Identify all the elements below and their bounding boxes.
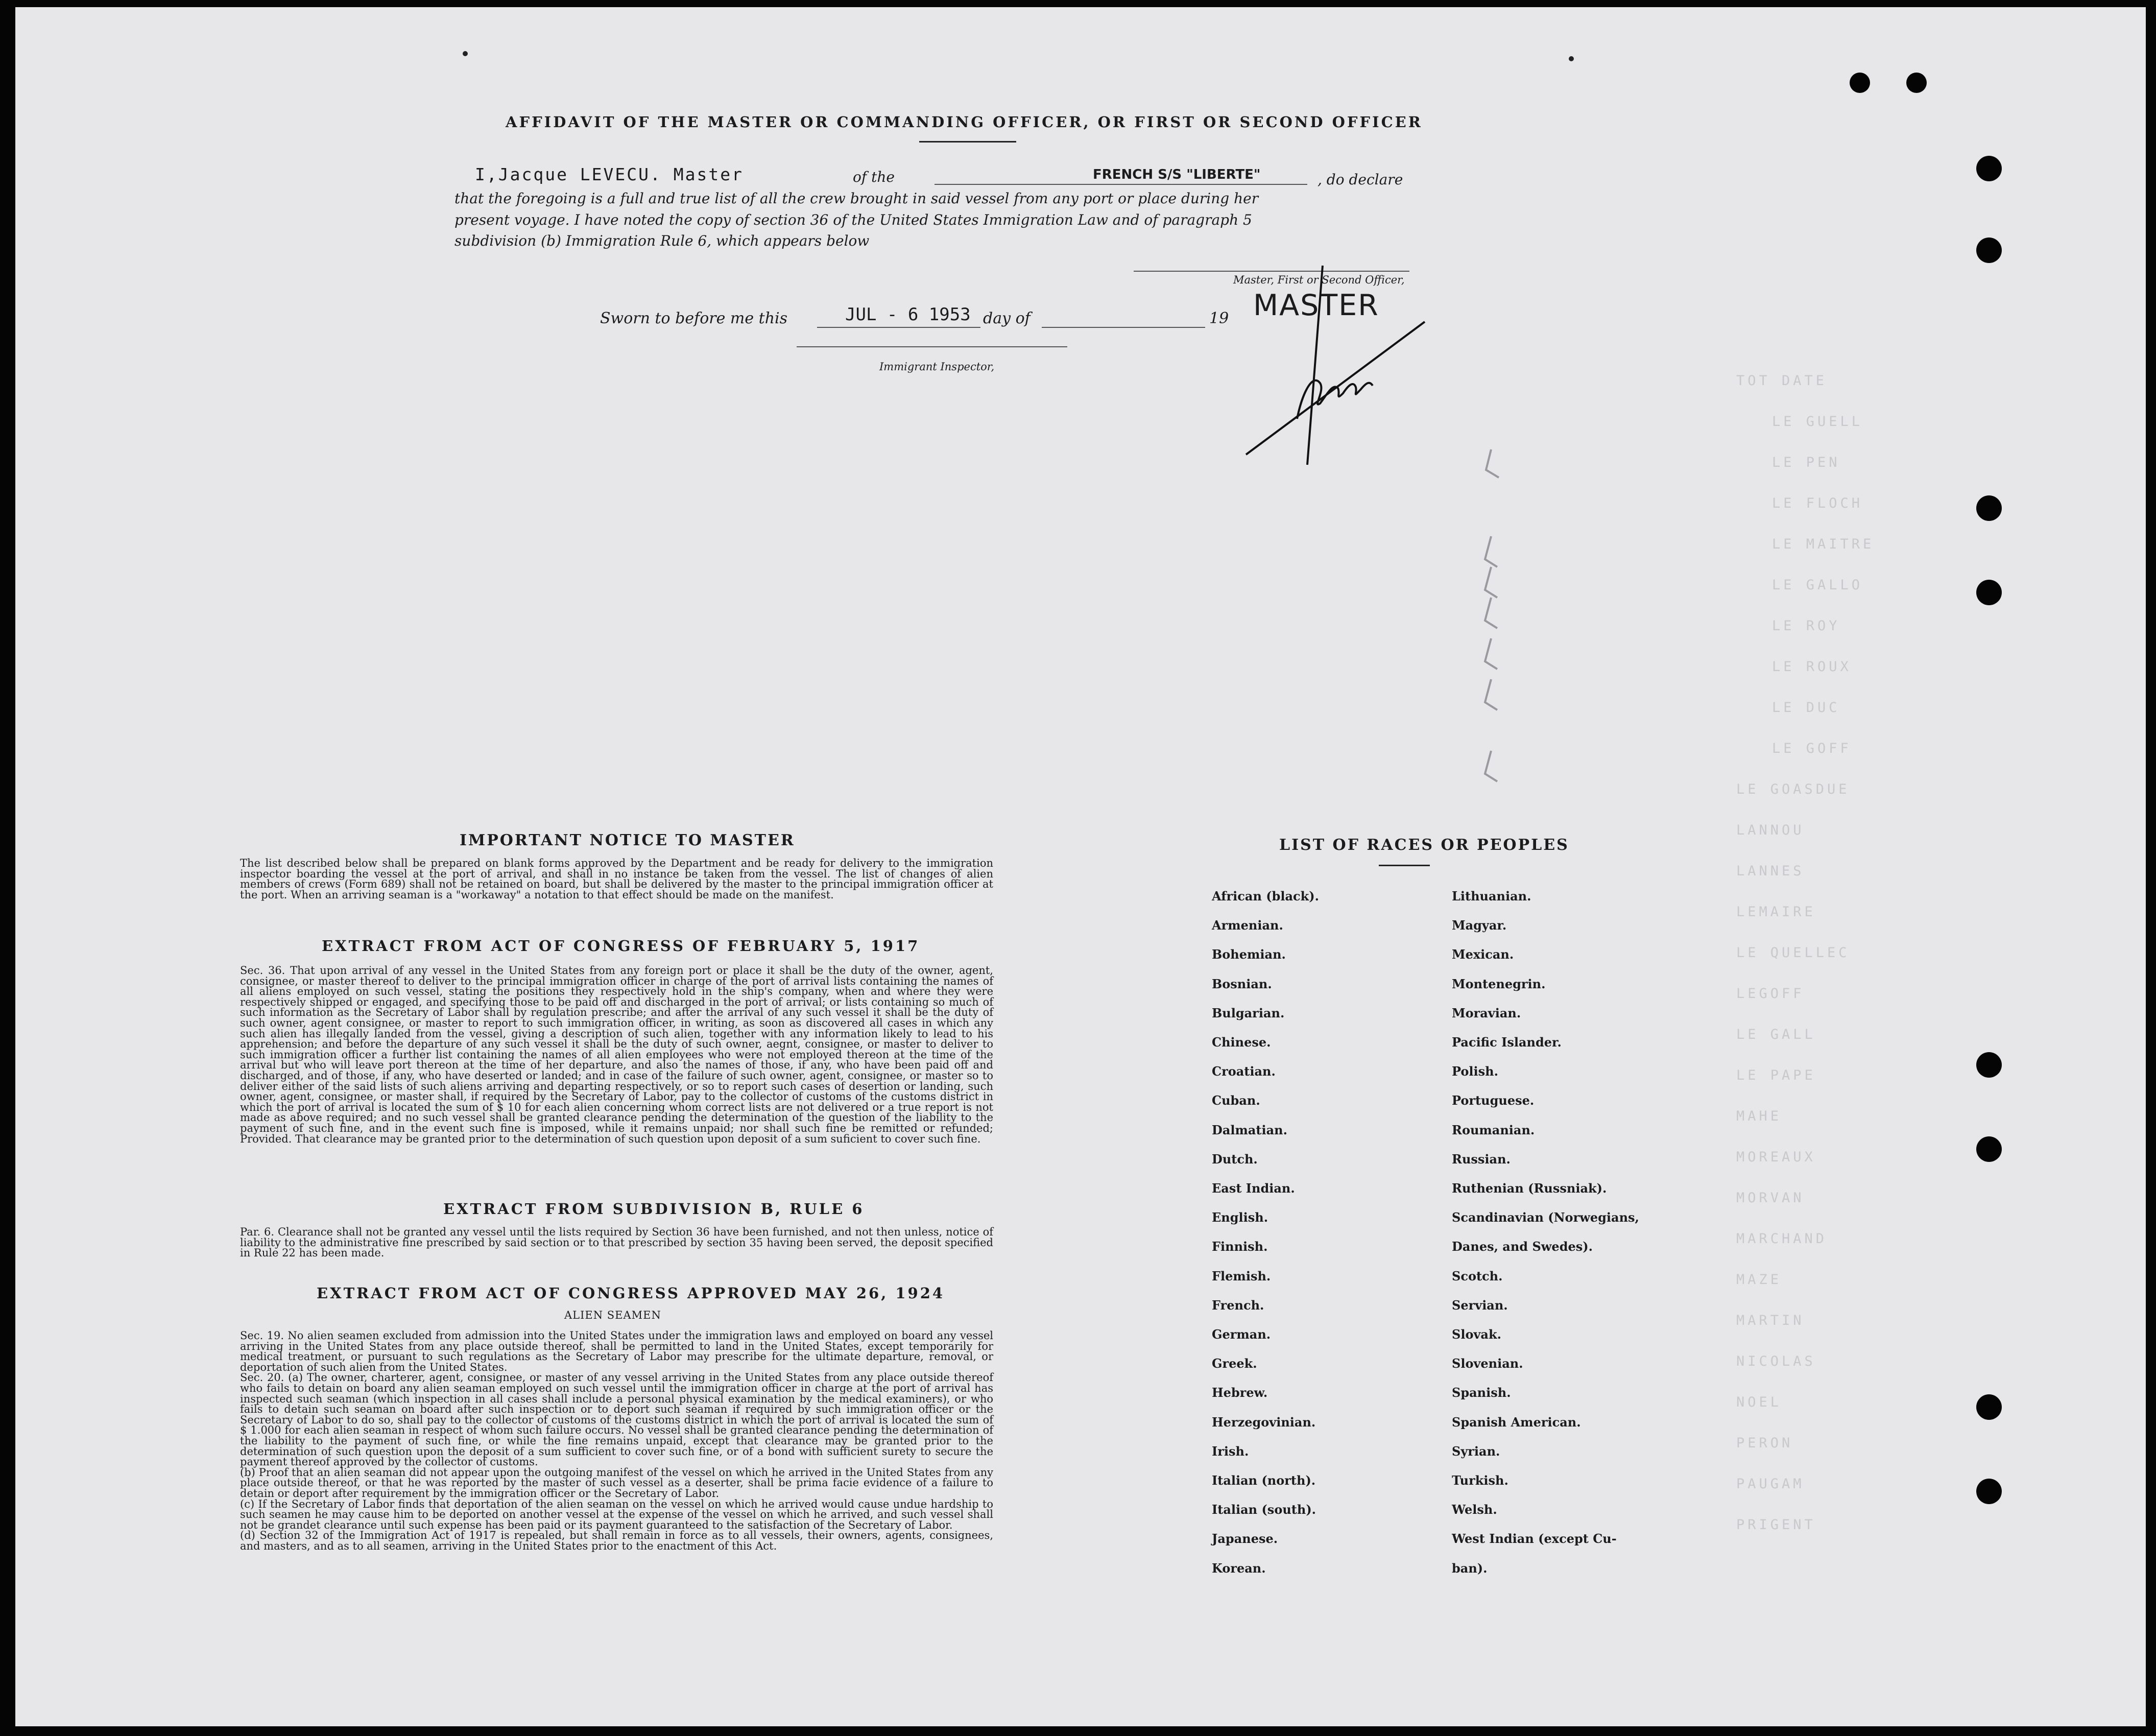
punch-hole — [1906, 73, 1927, 93]
affidavit-title: AFFIDAVIT OF THE MASTER OR COMMANDING OFFICER, OR FIRST OR SECOND OFFICER — [506, 113, 1423, 131]
month-line — [1042, 327, 1205, 328]
extract-rule6-body: Par. 6. Clearance shall not be granted any vessel until the lists required by Section 36 have been furnished, and not then unless, notice of liability to the administrative fine prescribed by said section or to that prescribed by section 35 having been served, the deposit specified in Rule 22 has been made. — [240, 1226, 993, 1259]
inspector-signature-line — [797, 346, 1067, 347]
races-underline — [1379, 865, 1430, 866]
tally-marks — [1460, 439, 1522, 827]
punch-hole — [1976, 156, 2002, 181]
ink-speck — [1569, 56, 1574, 61]
races-column-right: Lithuanian. Magyar. Mexican. Montenegrin. Moravian. Pacific Islander. Polish. Portuguese. Roumanian. Russian. Ruthenian (Russniak). Scandinavian (Norwegians, Danes, and Swedes). Scotch. Servian. Slovak. Slovenian. Spanish. Spanish American. Syrian. Turkish. Welsh. West Indian (except Cu- ban). — [1452, 889, 1639, 1576]
extract-1917-body: Sec. 36. That upon arrival of any vessel in the United States from any foreign port or place it shall be the duty of the owner, agent, consignee, or master thereof to deliver to the principal immigration officer in charge of the port of arrival lists containing the names of all aliens employed on such vessel, stating the positions they respectively hold in the ship's company, when and where they were respectively shipped or engaged, and specifying those to be paid off and discharged in the port of arrival; or lists containing so much of such information as the Secretary of Labor shall by regulation prescribe; and after the arrival of any such vessel it shall be the duty of such owner, agent consignee, or master to report to such immigration officer, in writing, as soon as discovered all cases in which any such alien has illegally landed from the vessel, giving a description of such alien, together with any information likely to lead to his apprehension; and before the departure of any such vessel it shall be the duty of such owner, aegnt, consignee, or master to deliver to such immigration officer a further list containing the names of all alien employees who were not employed thereon at the time of the arrival but who will leave port thereon at the time of her departure, and also the names of those, if any, who have been paid off and discharged, and of those, if any, who have deserted or landed; and in case of the failure of such owner, agent, consignee, or master so to deliver either of the said lists of such aliens arriving and departing respectively, or so to report such cases of desertion or landing, such owner, agent, consignee, or master shall, if required by the Secretary of Labor, pay to the collector of customs of the customs district in which the port of arrival is located the sum of $ 10 for each alien concerning whom correct lists are not delivered or a true report is not made as above required; and no such vessel shall be granted clearance pending the determination of the question of the liability to the payment of such fine, and in the event such fine is imposed, while it remains unpaid; nor shall such fine be remitted or refunded; Provided. That clearance may be granted prior to the determination of such question upon deposit of a sum suficient to cover such fine. — [240, 964, 993, 1145]
year-prefix: 19 — [1209, 310, 1229, 327]
punch-hole — [1976, 237, 2002, 263]
vessel-name: FRENCH S/S "LIBERTE" — [1093, 167, 1261, 182]
punch-hole — [1976, 1394, 2002, 1420]
inspector-caption: Immigrant Inspector, — [879, 361, 995, 373]
notice-body: The list described below shall be prepared on blank forms approved by the Department and be ready for delivery to the immigration inspector boarding the vessel at the port of arrival, and shall in no instance be taken from the vessel. The list of changes of alien members of crews (Form 689) shall not be retained on board, but shall be delivered by the master to the principal immigration officer at the port. When an arriving seaman is a "workaway" a notation to that effect should be made on the manifest. — [240, 857, 993, 901]
master-stamp: MASTER — [1253, 289, 1379, 322]
extract-1924-title: EXTRACT FROM ACT OF CONGRESS APPROVED MAY 26, 1924 — [317, 1285, 945, 1302]
notice-title: IMPORTANT NOTICE TO MASTER — [460, 831, 795, 849]
declarant-name: I,Jacque LEVECU. Master — [475, 164, 744, 184]
day-of-label: day of — [983, 310, 1031, 327]
punch-hole — [1976, 495, 2002, 521]
ink-speck — [463, 51, 468, 56]
punch-hole — [1976, 1479, 2002, 1504]
sworn-label: Sworn to before me this — [600, 310, 788, 327]
punch-hole — [1976, 1052, 2002, 1078]
races-title: LIST OF RACES OR PEOPLES — [1279, 836, 1569, 854]
punch-hole — [1976, 580, 2002, 605]
races-column-left: African (black). Armenian. Bohemian. Bosnian. Bulgarian. Chinese. Croatian. Cuban. Dalmatian. Dutch. East Indian. English. Finnish. Flemish. French. German. Greek. Hebrew. Herzegovinian. Irish. Italian (north). Italian (south). Japanese. Korean. — [1212, 889, 1320, 1576]
statement-line-1b: , do declare — [1317, 171, 1403, 188]
master-signature — [1236, 255, 1440, 470]
alien-seamen-subtitle: ALIEN SEAMEN — [564, 1309, 661, 1321]
statement-line-4: subdivision (b) Immigration Rule 6, which appears below — [454, 232, 870, 249]
extract-1917-title: EXTRACT FROM ACT OF CONGRESS OF FEBRUARY 5, 1917 — [322, 937, 920, 955]
extract-rule6-title: EXTRACT FROM SUBDIVISION B, RULE 6 — [443, 1200, 865, 1218]
sworn-date-line — [817, 327, 980, 328]
statement-line-3: present voyage. I have noted the copy of section 36 of the United States Immigration Law and of paragraph 5 — [454, 211, 1252, 228]
statement-line-1a: of the — [853, 169, 895, 185]
statement-line-2: that the foregoing is a full and true list of all the crew brought in said vessel from any port or place during her — [454, 190, 1259, 207]
extract-1924-body: Sec. 19. No alien seamen excluded from admission into the United States under the immigration laws and employed on board any vessel arriving in the United States from any place outside thereof, shall be permitted to land in the United States, except temporarily for medical treatment, or pursuant to such regulations as the Secretary of Labor may prescribe for the ultimate departure, removal, or deportation of such alien from the United States. Sec. 20. (a) The owner, charterer, agent, consignee, or master of any vessel arriving in the United States from any place outside thereof who fails to detain on board any alien seaman employed on such vessel until the immigration officer in charge at the port of arrival has inspected such seaman (which inspection in all cases shall include a personal physical examination by the medical examiners), or who fails to detain such seaman on board after such inspection or to deport such seaman if required by such immigration officer or the Secretary of Labor to do so, shall pay to the collector of customs of the customs district in which the port of arrival is located the sum of $ 1.000 for each alien seaman in respect of whom such failure occurs. No vessel shall be granted clearance pending the determination of the liability to the payment of such fine, or while the fine remains unpaid, except that clearance may be granted prior to the determination of such question upon the deposit of a sum sufficient to cover such fine, or of a bond with sufficient surety to secure the payment thereof approved by the collector of customs. (b) Proof that an alien seaman did not appear upon the outgoing manifest of the vessel on which he arrived in the United States from any place outside thereof, or that he was reported by the master of such vessel as a deserter, shall be prima facie evidence of a failure to detain or deport after requirement by the immigration officer or the Secretary of Labor. (c) If the Secretary of Labor finds that deportation of the alien seaman on the vessel on which he arrived would cause undue hardship to such seamen he may cause him to be deported on another vessel at the expense of the vessel on which he arrived, and such vessel shall not be grandet clearance until such expense has been paid or its payment guaranteed to the satisfaction of the Secretary of Labor. (d) Section 32 of the Immigration Act of 1917 is repealed, but shall remain in force as to all vessels, their owners, agents, consignees, and masters, and as to all seamen, arriving in the United States prior to the enactment of this Act. — [240, 1329, 993, 1552]
sworn-date-stamp: JUL - 6 1953 — [845, 304, 971, 325]
vessel-blank-line — [935, 184, 1307, 185]
master-caption: Master, First or Second Officer, — [1233, 274, 1405, 286]
title-underline — [919, 141, 1016, 142]
punch-hole — [1850, 73, 1870, 93]
punch-hole — [1976, 1136, 2002, 1162]
